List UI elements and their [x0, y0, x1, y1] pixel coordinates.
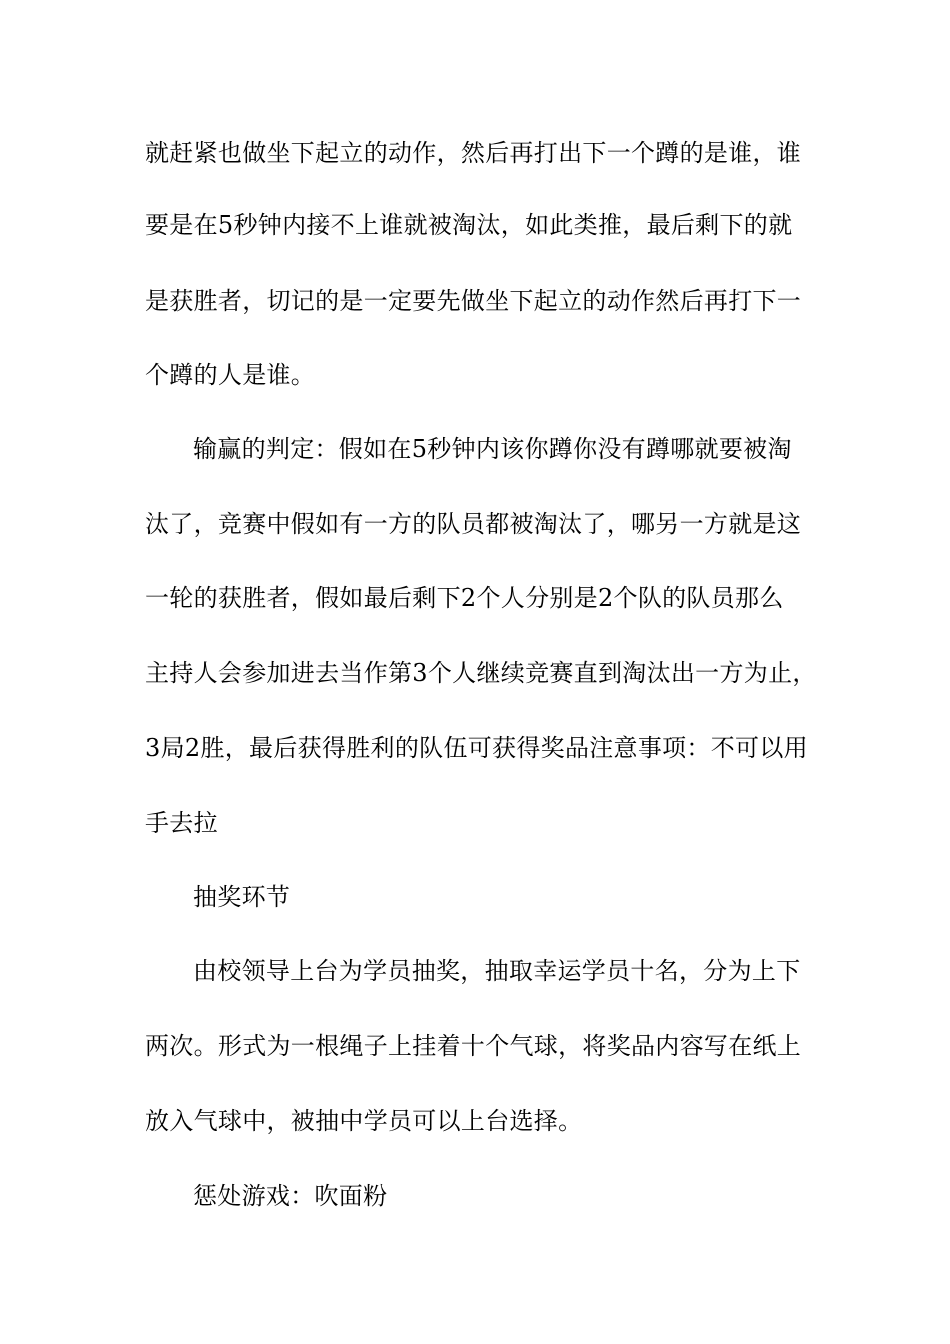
text-line: 要是在5秒钟内接不上谁就被淘汰，如此类推，最后剩下的就 — [145, 211, 793, 239]
text-line: 手去拉 — [145, 809, 218, 837]
text-line: 主持人会参加进去当作第3个人继续竞赛直到淘汰出一方为止， — [145, 659, 817, 687]
text-line: 3局2胜，最后获得胜利的队伍可获得奖品注意事项：不可以用 — [145, 734, 808, 762]
text-line: 就赶紧也做坐下起立的动作，然后再打出下一个蹲的是谁，谁 — [145, 139, 802, 167]
text-line: 放入气球中，被抽中学员可以上台选择。 — [145, 1107, 583, 1135]
text-line: 是获胜者，切记的是一定要先做坐下起立的动作然后再打下一 — [145, 287, 802, 315]
text-line: 个蹲的人是谁。 — [145, 361, 316, 389]
text-line: 两次。形式为一根绳子上挂着十个气球，将奖品内容写在纸上 — [145, 1032, 802, 1060]
section-heading: 惩处游戏：吹面粉 — [193, 1182, 388, 1210]
text-line: 一轮的获胜者，假如最后剩下2个人分别是2个队的队员那么 — [145, 584, 784, 612]
paragraph-start-line: 由校领导上台为学员抽奖，抽取幸运学员十名，分为上下 — [193, 957, 801, 985]
section-heading: 抽奖环节 — [193, 883, 291, 911]
text-line: 汰了，竞赛中假如有一方的队员都被淘汰了，哪另一方就是这 — [145, 510, 802, 538]
paragraph-start-line: 输赢的判定：假如在5秒钟内该你蹲你没有蹲哪就要被淘 — [193, 435, 792, 463]
